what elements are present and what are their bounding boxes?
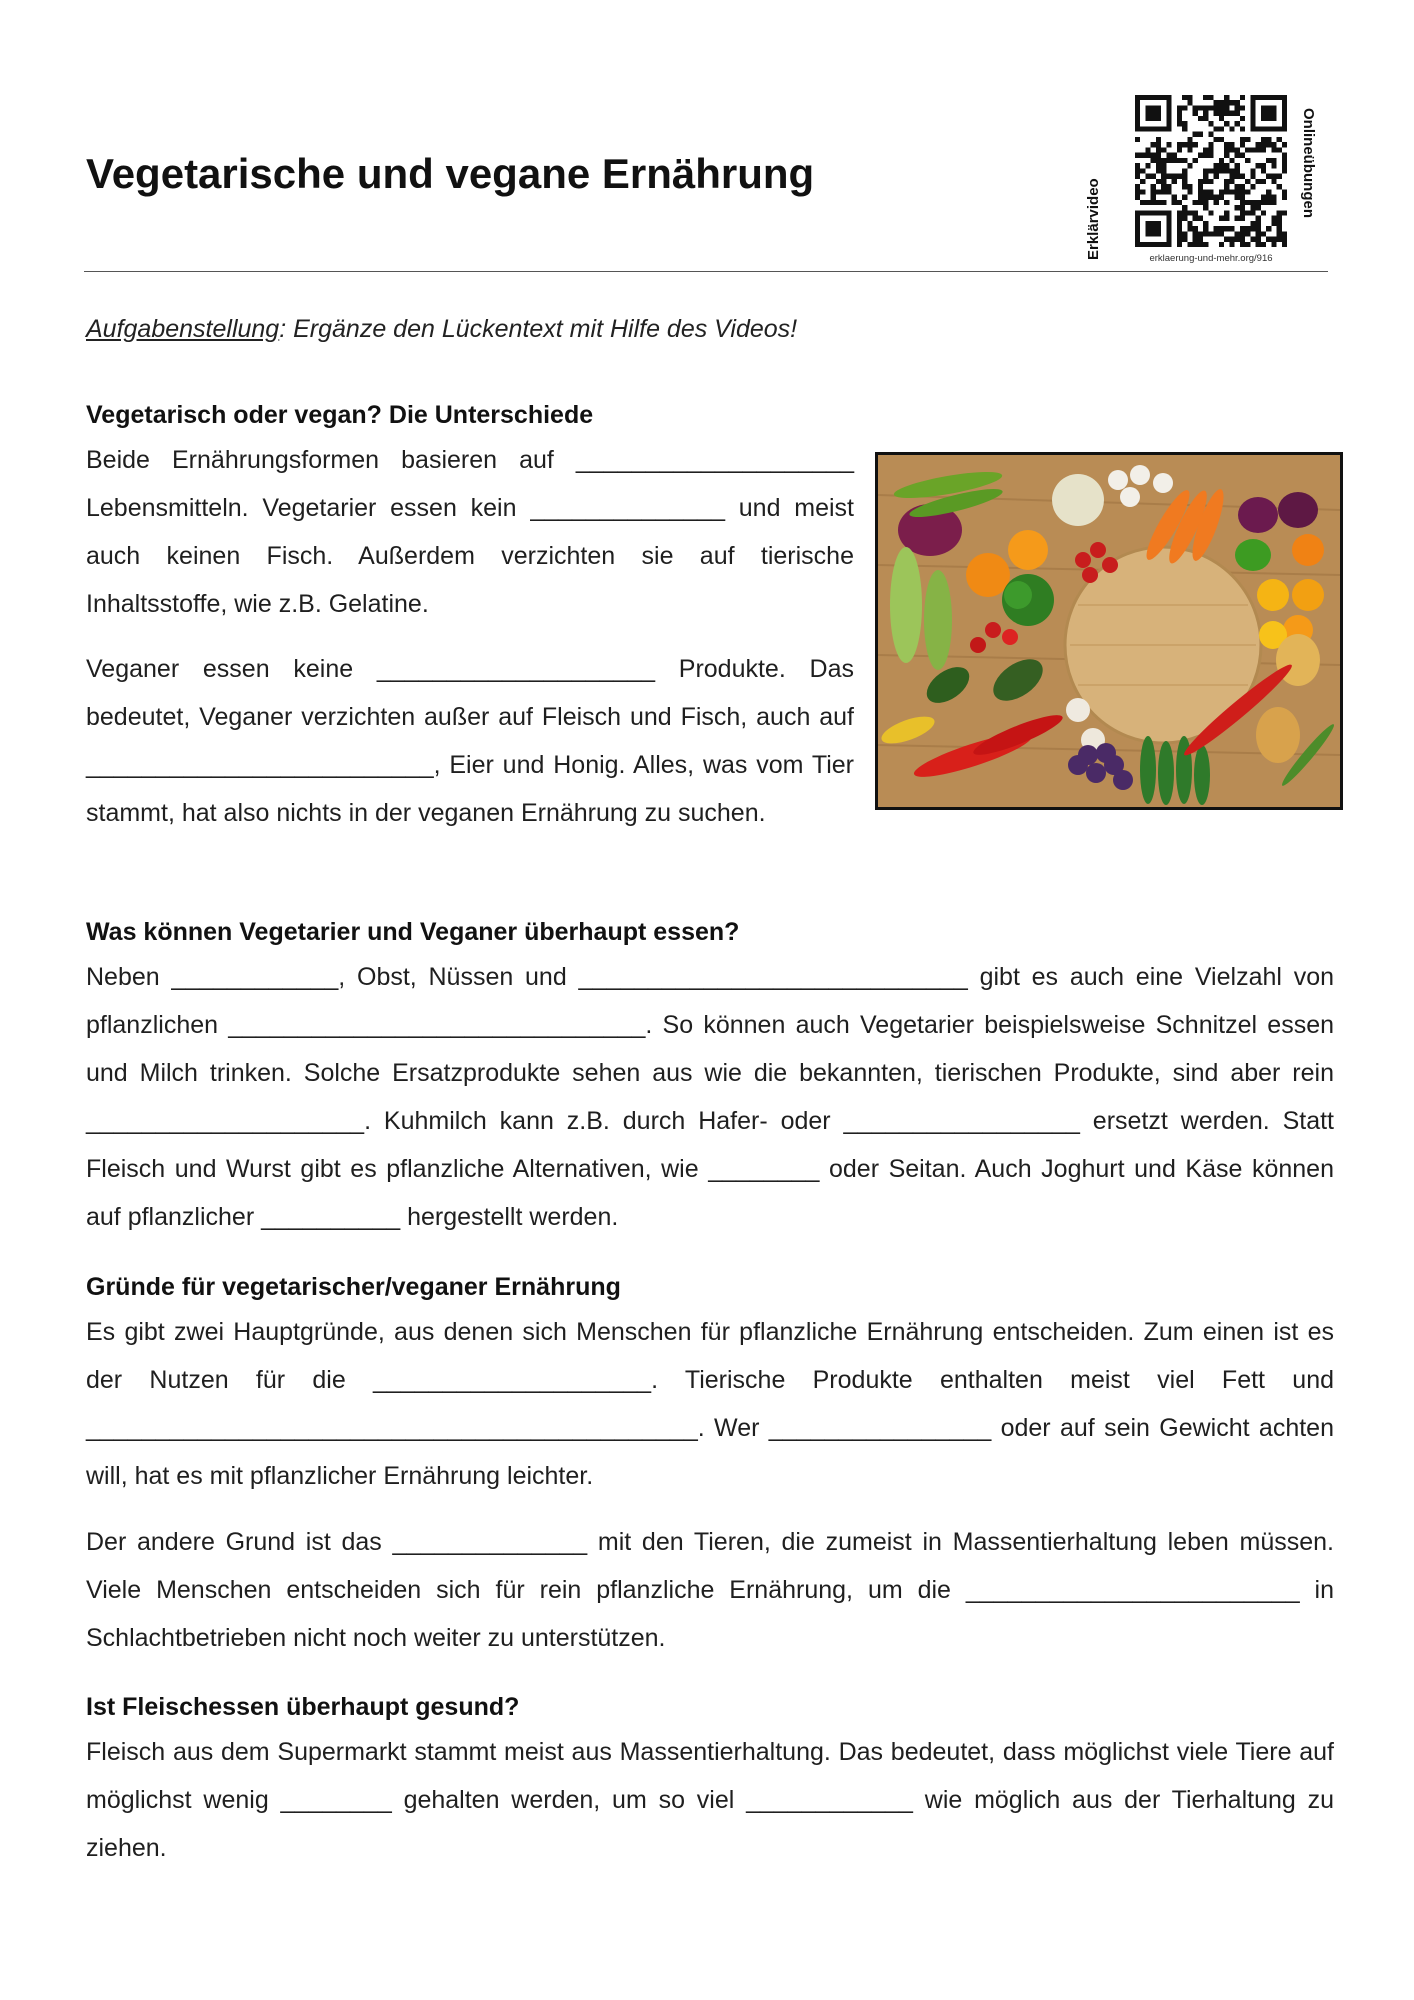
qr-right-label: Onlineübungen [1300, 108, 1317, 218]
header-divider [84, 271, 1328, 272]
paragraph-differences-2: Veganer essen keine ____________________ Produkte. Das bedeutet, Veganer verzichten außer auf Fleisch und Fisch, auch auf _________________________, Eier und Honig. Alles, was vom Tier stammt, hat also nichts in der veganen Ernährung zu suchen. [86, 655, 854, 827]
paragraph-meat-health: Fleisch aus dem Supermarkt stammt meist aus Massentierhaltung. Das bedeutet, dass möglichst viele Tiere auf möglichst wenig ________ gehalten werden, um so viel ____________ wie möglich aus der Tierhaltung zu ziehen. [86, 1738, 1334, 1862]
section-heading-food: Was können Vegetarier und Veganer überhaupt essen? [86, 918, 740, 946]
task-instruction [86, 312, 797, 346]
paragraph-food: Neben ____________, Obst, Nüssen und ____________________________ gibt es auch eine Vielzahl von pflanzlichen ______________________________. So können auch Vegetarier beispielsweise Schnitzel essen und Milch trinken. Solche Ersatzprodukte sehen aus wie die bekannten, tierischen Produkte, sind aber rein ____________________. Kuhmilch kann z.B. durch Hafer- oder _________________ ersetzt werden. Statt Fleisch und Wurst gibt es pflanzliche Alternativen, wie ________ oder Seitan. Auch Joghurt und Käse können auf pflanzlicher __________ hergestellt werden. [86, 963, 1334, 1231]
qr-code-icon[interactable] [1135, 95, 1287, 247]
section-heading-reasons: Gründe für vegetarischer/veganer Ernährung [86, 1273, 621, 1301]
page-title: Vegetarische und vegane Ernährung [86, 150, 815, 197]
task-label: Aufgabenstellung [86, 315, 280, 343]
section-heading-meat-health: Ist Fleischessen überhaupt gesund? [86, 1693, 520, 1721]
paragraph-reasons-2: Der andere Grund ist das ______________ mit den Tieren, die zumeist in Massentierhaltung leben müssen. Viele Menschen entscheiden sich für rein pflanzliche Ernährung, um die ________________________ in Schlachtbetrieben nicht noch weiter zu unterstützen. [86, 1528, 1334, 1652]
paragraph-differences-1: Beide Ernährungsformen basieren auf ____________________ Lebensmitteln. Vegetarier essen kein ______________ und meist auch keinen Fisch. Außerdem verzichten sie auf tierische Inhaltsstoffe, wie z.B. Gelatine. [86, 446, 854, 618]
task-text: : Ergänze den Lückentext mit Hilfe des Videos! [279, 315, 798, 343]
qr-left-label: Erklärvideo [1085, 178, 1102, 260]
vegetables-photo [875, 452, 1343, 810]
section-heading-differences: Vegetarisch oder vegan? Die Unterschiede [86, 401, 594, 429]
paragraph-reasons-1: Es gibt zwei Hauptgründe, aus denen sich Menschen für pflanzliche Ernährung entscheiden. Zum einen ist es der Nutzen für die ____________________. Tierische Produkte enthalten meist viel Fett und ____________________________________________. Wer ________________ oder auf sein Gewicht achten will, hat es mit pflanzlicher Ernährung leichter. [86, 1318, 1334, 1490]
qr-code-block[interactable] [1085, 90, 1345, 270]
qr-url[interactable]: erklaerung-und-mehr.org/916 [1149, 253, 1273, 264]
